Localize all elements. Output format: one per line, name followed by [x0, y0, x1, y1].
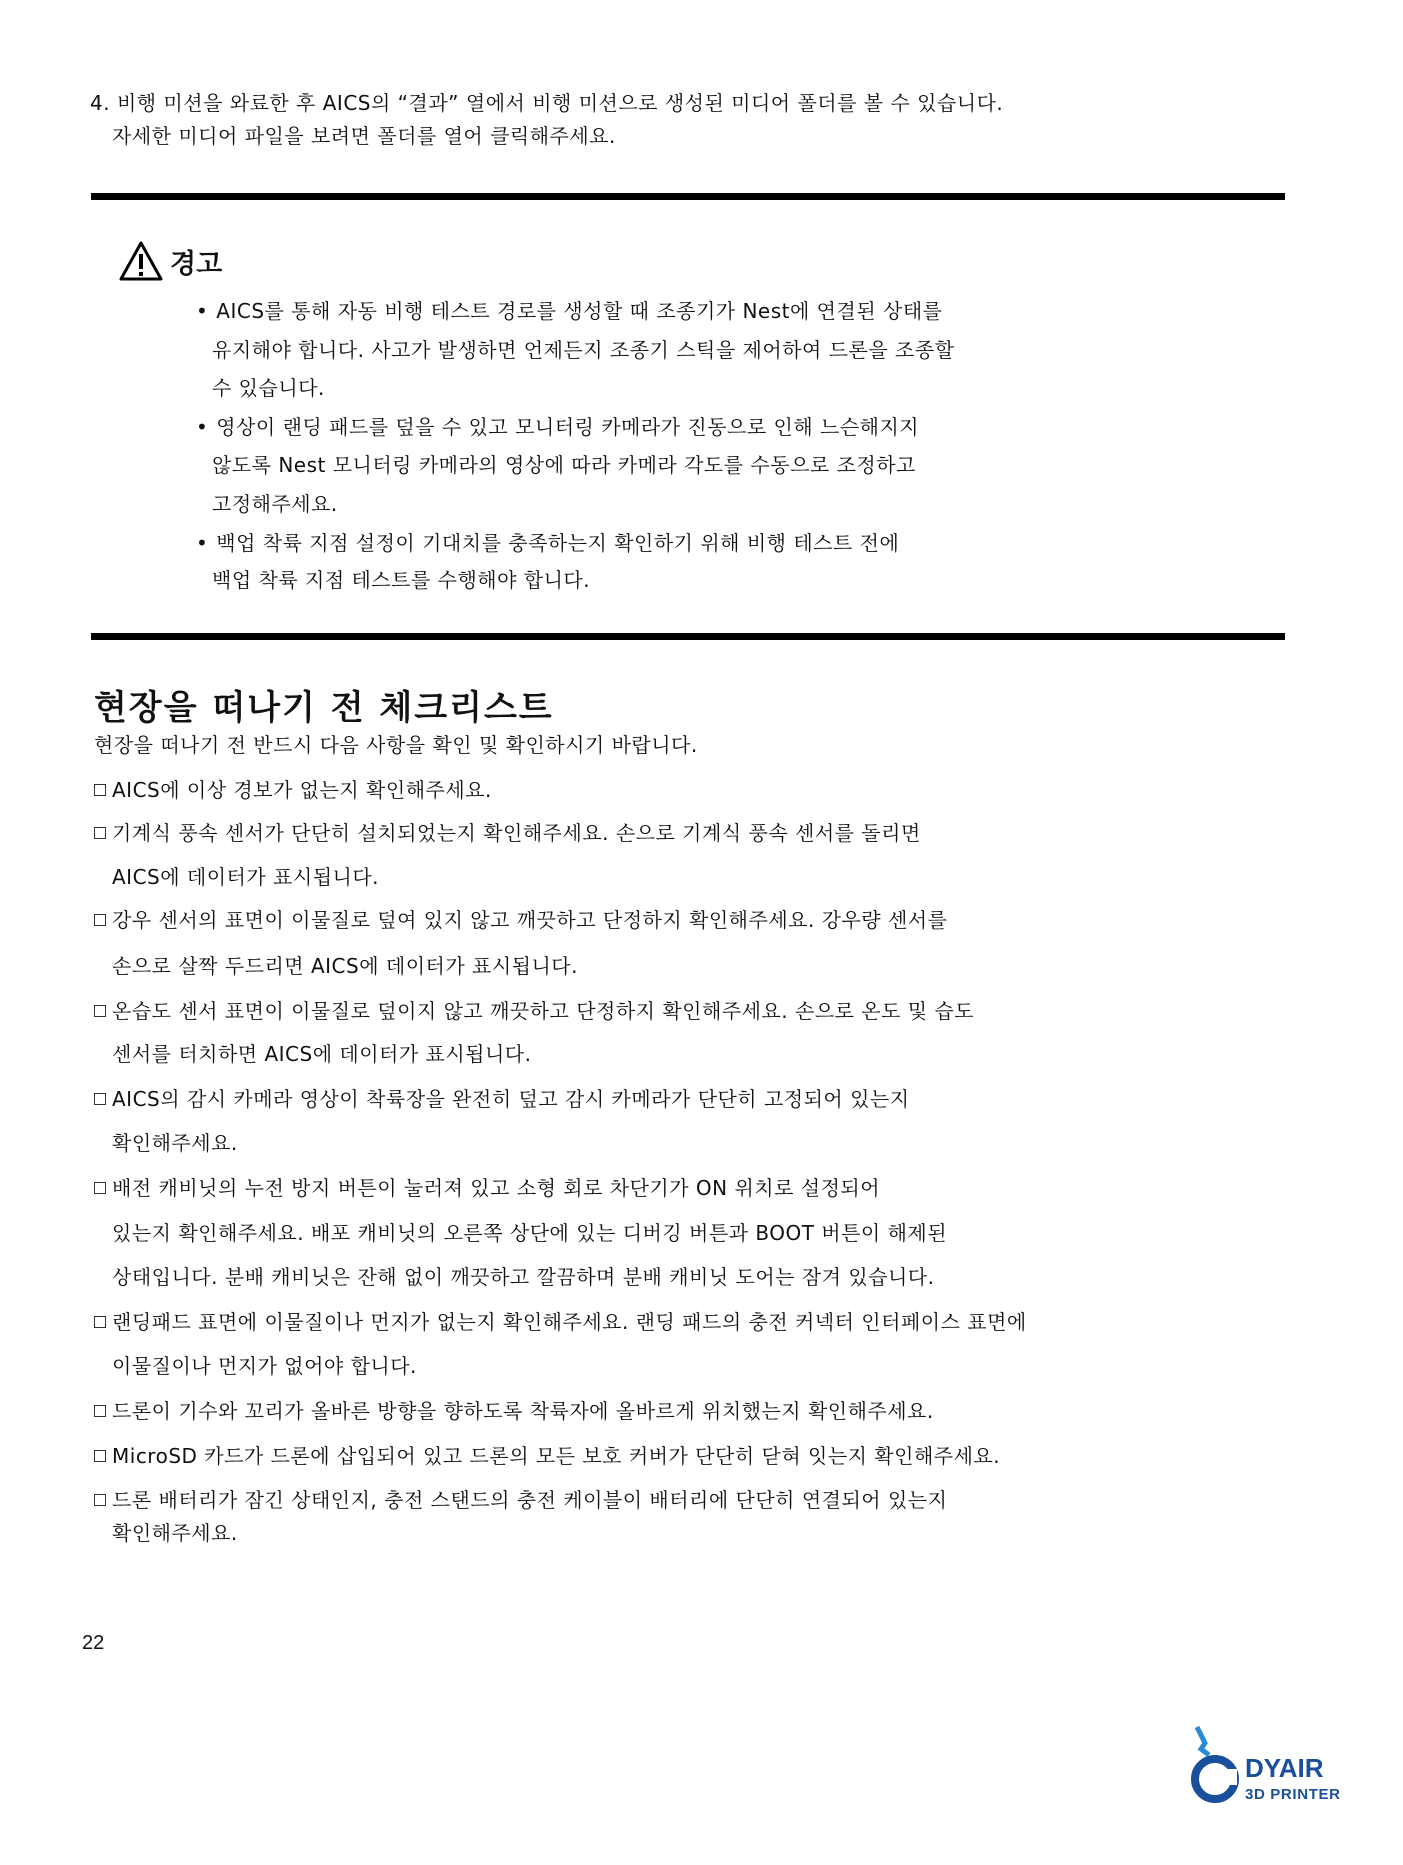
checklist-item-text: 드론이 기수와 꼬리가 올바른 방향을 향하도록 착륙자에 올바르게 위치했는지 확인해주세요. [112, 1399, 934, 1423]
warning-item-text: AICS를 통해 자동 비행 테스트 경로를 생성할 때 조종기가 Nest에 연결된 상태를 [216, 299, 943, 323]
checklist-item-text: AICS에 데이터가 표시됩니다. [112, 865, 380, 889]
svg-text:DYAIR: DYAIR [1245, 1753, 1324, 1783]
checklist-item-line [112, 1130, 238, 1156]
warning-item-line [212, 452, 916, 478]
warning-title: 경고 [170, 248, 223, 280]
checklist-item-text: 드론 배터리가 잠긴 상태인지, 충전 스탠드의 충전 케이블이 배터리에 단단히 연결되어 있는지 [112, 1488, 948, 1512]
checklist-item-line [94, 777, 492, 803]
checklist-item-line [94, 907, 947, 933]
checkbox-icon [94, 827, 106, 839]
divider-bottom [91, 633, 1285, 640]
checkbox-icon [94, 784, 106, 796]
warning-item-text: 백업 착륙 지점 설정이 기대치를 충족하는지 확인하기 위해 비행 테스트 전에 [216, 531, 900, 555]
checklist-item-line [94, 820, 921, 846]
svg-text:3D PRINTER: 3D PRINTER [1245, 1786, 1340, 1803]
divider-top [91, 193, 1285, 200]
checklist-item-line [94, 1086, 910, 1112]
checklist-item-line [94, 1309, 1027, 1335]
checklist-item-line [94, 1398, 934, 1424]
checklist-item-text: 확인해주세요. [112, 1521, 238, 1545]
checkbox-icon [94, 1316, 106, 1328]
checklist-item-text: 이물질이나 먼지가 없어야 합니다. [112, 1354, 417, 1378]
warning-item-text: 영상이 랜딩 패드를 덮을 수 있고 모니터링 카메라가 진동으로 인해 느슨해지지 [216, 415, 920, 439]
checkbox-icon [94, 1093, 106, 1105]
warning-item-line [196, 298, 942, 324]
checkbox-icon [94, 1182, 106, 1194]
page-number: 22 [82, 1632, 105, 1654]
checkbox-icon [94, 1005, 106, 1017]
checklist-item-line [94, 1175, 880, 1201]
warning-item-line [196, 530, 899, 556]
checklist-item-text: AICS의 감시 카메라 영상이 착륙장을 완전히 덮고 감시 카메라가 단단히 고정되어 있는지 [112, 1087, 910, 1111]
checklist-item-line [94, 1443, 1000, 1469]
checklist-item-text: MicroSD 카드가 드론에 삽입되어 있고 드론의 모든 보호 커버가 단단히 닫혀 잇는지 확인해주세요. [112, 1444, 1001, 1468]
checklist-item-line [112, 1353, 417, 1379]
checklist-item-text: 배전 캐비닛의 누전 방지 버튼이 눌러져 있고 소형 회로 차단기가 ON 위치로 설정되어 [112, 1176, 881, 1200]
step4-line: 4. 비행 미션을 와료한 후 AICS의 “결과” 열에서 비행 미션으로 생성된 미디어 폴더를 볼 수 있습니다. [90, 91, 1004, 115]
checklist-item-text: 확인해주세요. [112, 1131, 238, 1155]
checklist-item-text: 기계식 풍속 센서가 단단히 설치되었는지 확인해주세요. 손으로 기계식 풍속 센서를 돌리면 [112, 821, 921, 845]
warning-item-line [196, 414, 919, 440]
checklist-item-line [112, 864, 379, 890]
warning-triangle-icon [118, 240, 164, 282]
warning-item-line [212, 337, 954, 363]
checklist-item-text: 센서를 터치하면 AICS에 데이터가 표시됩니다. [112, 1042, 532, 1066]
checklist-item-line [112, 1041, 531, 1067]
warning-item-text: 수 있습니다. [212, 376, 325, 400]
warning-item-text: 않도록 Nest 모니터링 카메라의 영상에 따라 카메라 각도를 수동으로 조정하고 [212, 453, 916, 477]
checklist-item-text: 강우 센서의 표면이 이물질로 덮여 있지 않고 깨끗하고 단정하지 확인해주세요. 강우량 센서를 [112, 908, 948, 932]
checkbox-icon [94, 914, 106, 926]
checklist-item-text: 온습도 센서 표면이 이물질로 덮이지 않고 깨끗하고 단정하지 확인해주세요. 손으로 온도 및 습도 [112, 999, 975, 1023]
warning-item-text: 유지해야 합니다. 사고가 발생하면 언제든지 조종기 스틱을 제어하여 드론을 조종할 [212, 338, 955, 362]
warning-item-text: 고정해주세요. [212, 492, 338, 516]
warning-item-line [212, 491, 338, 517]
bullet: • [196, 299, 209, 323]
checklist-item-text: 랜딩패드 표면에 이물질이나 먼지가 없는지 확인해주세요. 랜딩 패드의 충전 커넥터 인터페이스 표면에 [112, 1310, 1027, 1334]
checklist-item-line [94, 998, 974, 1024]
checklist-item-line [112, 1220, 947, 1246]
bullet: • [196, 531, 209, 555]
checklist-item-text: AICS에 이상 경보가 없는지 확인해주세요. [112, 778, 492, 802]
bullet: • [196, 415, 209, 439]
checklist-item-line [112, 953, 578, 979]
checklist-title: 현장을 떠나기 전 체크리스트 [94, 688, 554, 728]
checklist-item-text: 손으로 살짝 두드리면 AICS에 데이터가 표시됩니다. [112, 954, 578, 978]
checklist-item-text: 있는지 확인해주세요. 배포 캐비닛의 오른쪽 상단에 있는 디버깅 버튼과 BOOT 버튼이 해제된 [112, 1221, 948, 1245]
checkbox-icon [94, 1494, 106, 1506]
warning-item-line [212, 375, 325, 401]
warning-item-line [212, 567, 590, 593]
checkbox-icon [94, 1450, 106, 1462]
checklist-intro: 현장을 떠나기 전 반드시 다음 사항을 확인 및 확인하시기 바랍니다. [94, 733, 698, 757]
warning-item-text: 백업 착륙 지점 테스트를 수행해야 합니다. [212, 568, 591, 592]
checklist-item-line [94, 1487, 947, 1513]
checklist-item-text: 상태입니다. 분배 캐비닛은 잔해 없이 깨끗하고 깔끔하며 분배 캐비닛 도어는 잠겨 있습니다. [112, 1265, 935, 1289]
checklist-item-line [112, 1264, 935, 1290]
warning-header [118, 240, 222, 282]
checklist-item-line [112, 1520, 238, 1546]
dyair-logo [1187, 1725, 1352, 1807]
step4-line: 자세한 미디어 파일을 보려면 폴더를 열어 클릭해주세요. [112, 124, 616, 148]
checkbox-icon [94, 1405, 106, 1417]
